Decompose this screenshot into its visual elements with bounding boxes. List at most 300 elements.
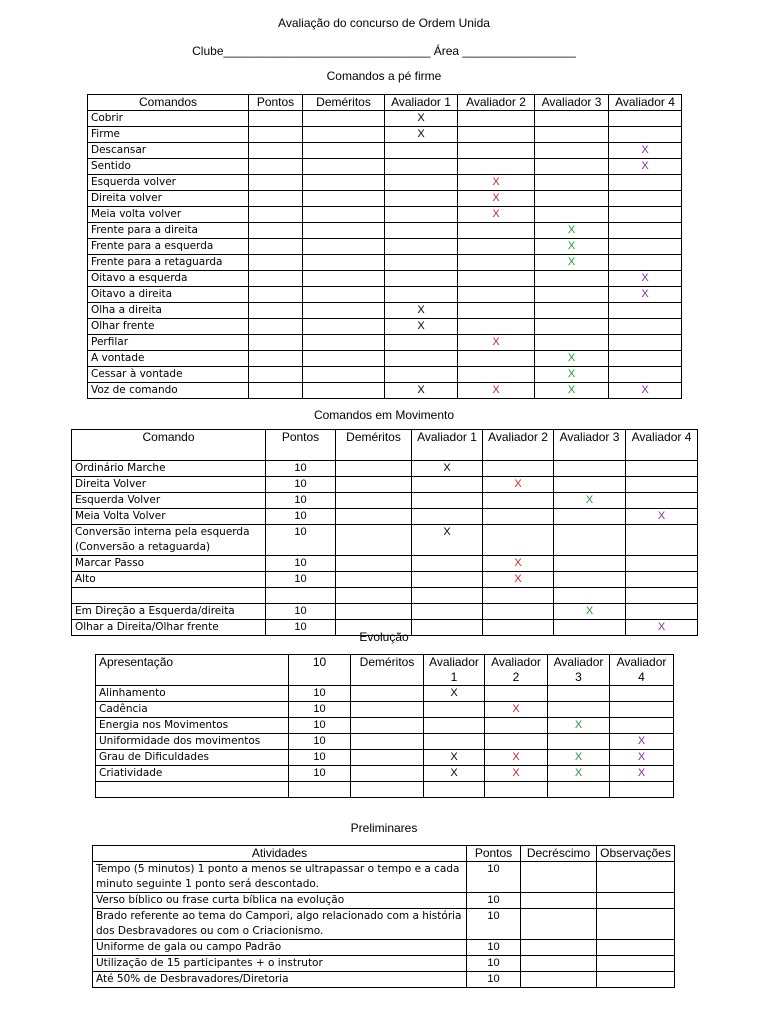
table-cell bbox=[458, 255, 535, 271]
table-cell: 10 bbox=[289, 734, 351, 750]
table-row bbox=[72, 604, 698, 620]
table-cell bbox=[626, 493, 698, 509]
table-row bbox=[93, 956, 675, 972]
table-cell: X bbox=[535, 383, 609, 399]
table-row bbox=[96, 750, 674, 766]
row-label: Uniformidade dos movimentos bbox=[96, 734, 289, 750]
table-cell: X bbox=[535, 239, 609, 255]
clube-area-line: Clube_______________________________ Área _________________ bbox=[192, 44, 576, 58]
table-cell bbox=[548, 686, 610, 702]
row-label: Olhar frente bbox=[88, 319, 249, 335]
row-label: Verso bíblico ou frase curta bíblica na evolução bbox=[93, 893, 467, 909]
table-cell: X bbox=[610, 766, 674, 782]
table-cell bbox=[458, 127, 535, 143]
table-cell: X bbox=[458, 175, 535, 191]
row-label: Frente para a retaguarda bbox=[88, 255, 249, 271]
row-label: Oitavo a esquerda bbox=[88, 271, 249, 287]
column-header: Avaliador 2 bbox=[485, 655, 548, 686]
column-header: Avaliador 3 bbox=[535, 95, 609, 111]
table-cell bbox=[303, 239, 385, 255]
row-label: A vontade bbox=[88, 351, 249, 367]
table-cell: 10 bbox=[266, 525, 336, 556]
table-cell: X bbox=[609, 271, 682, 287]
row-label: Alinhamento bbox=[96, 686, 289, 702]
table-row bbox=[93, 893, 675, 909]
row-label: Até 50% de Desbravadores/Diretoria bbox=[93, 972, 467, 988]
table-cell bbox=[609, 335, 682, 351]
row-label: Em Direção a Esquerda/direita bbox=[72, 604, 266, 620]
column-header: Atividades bbox=[93, 846, 467, 862]
table-cell bbox=[249, 143, 303, 159]
table-cell: X bbox=[548, 766, 610, 782]
table-cell bbox=[535, 111, 609, 127]
table-cell bbox=[336, 493, 412, 509]
table-cell bbox=[610, 782, 674, 798]
table-cell bbox=[458, 367, 535, 383]
row-label: Voz de comando bbox=[88, 383, 249, 399]
table-cell bbox=[351, 718, 424, 734]
table-cell bbox=[485, 718, 548, 734]
table-cell: X bbox=[385, 127, 458, 143]
table-cell bbox=[483, 509, 554, 525]
table-cell bbox=[303, 303, 385, 319]
table-cell bbox=[535, 159, 609, 175]
table-cell: 10 bbox=[266, 493, 336, 509]
column-header: Pontos bbox=[266, 430, 336, 461]
table-cell: X bbox=[424, 686, 485, 702]
row-label: Direita volver bbox=[88, 191, 249, 207]
table-cell bbox=[385, 351, 458, 367]
table-cell bbox=[424, 782, 485, 798]
section4-title: Preliminares bbox=[350, 821, 418, 835]
table-cell: X bbox=[548, 750, 610, 766]
table-cell bbox=[597, 862, 675, 893]
column-header: Comando bbox=[72, 430, 266, 461]
table-cell: X bbox=[626, 509, 698, 525]
table-row bbox=[88, 207, 682, 223]
column-header: Pontos bbox=[467, 846, 521, 862]
table-cell bbox=[385, 335, 458, 351]
column-header: Comandos bbox=[88, 95, 249, 111]
row-label: Tempo (5 minutos) 1 ponto a menos se ultrapassar o tempo e a cada minuto seguinte 1 ponto será descontado. bbox=[93, 862, 467, 893]
table-cell: X bbox=[458, 207, 535, 223]
table-cell bbox=[351, 766, 424, 782]
table-cell bbox=[609, 367, 682, 383]
table-row bbox=[72, 477, 698, 493]
table-cell bbox=[351, 750, 424, 766]
table-comandos-em-movimento bbox=[71, 429, 698, 636]
table-cell bbox=[249, 303, 303, 319]
table-cell bbox=[249, 175, 303, 191]
table-row bbox=[88, 175, 682, 191]
table-cell bbox=[521, 940, 597, 956]
row-label: Cessar à vontade bbox=[88, 367, 249, 383]
table-cell bbox=[424, 718, 485, 734]
table-cell bbox=[336, 509, 412, 525]
table-row bbox=[72, 493, 698, 509]
table-row bbox=[72, 525, 698, 556]
table-cell: X bbox=[535, 255, 609, 271]
table-cell bbox=[458, 319, 535, 335]
table-cell bbox=[385, 159, 458, 175]
table-cell bbox=[351, 686, 424, 702]
table-cell: 10 bbox=[467, 972, 521, 988]
table-cell bbox=[626, 461, 698, 477]
table-cell bbox=[485, 734, 548, 750]
table-cell bbox=[483, 461, 554, 477]
table-cell bbox=[458, 271, 535, 287]
table-cell bbox=[351, 734, 424, 750]
table-cell: X bbox=[485, 750, 548, 766]
row-label: Perfilar bbox=[88, 335, 249, 351]
table-cell bbox=[554, 588, 626, 604]
row-label: Criatividade bbox=[96, 766, 289, 782]
table-cell bbox=[609, 223, 682, 239]
row-label: Meia volta volver bbox=[88, 207, 249, 223]
column-header: Deméritos bbox=[351, 655, 424, 686]
table-evolucao bbox=[95, 654, 674, 798]
table-cell bbox=[385, 287, 458, 303]
table-row bbox=[72, 572, 698, 588]
table-cell bbox=[535, 319, 609, 335]
column-header: Deméritos bbox=[336, 430, 412, 461]
table-cell bbox=[351, 702, 424, 718]
page-title: Avaliação do concurso de Ordem Unida bbox=[278, 16, 490, 30]
table-cell bbox=[249, 351, 303, 367]
table-cell bbox=[483, 588, 554, 604]
row-label: Utilização de 15 participantes + o instrutor bbox=[93, 956, 467, 972]
section2-title: Comandos em Movimento bbox=[313, 408, 455, 422]
table-cell bbox=[483, 493, 554, 509]
table-cell: X bbox=[458, 383, 535, 399]
table-cell bbox=[303, 143, 385, 159]
table-cell bbox=[385, 223, 458, 239]
table-cell bbox=[303, 159, 385, 175]
table-cell bbox=[424, 702, 485, 718]
table-cell bbox=[485, 782, 548, 798]
table-row bbox=[96, 686, 674, 702]
table-cell bbox=[458, 159, 535, 175]
table-row bbox=[93, 909, 675, 940]
table-cell bbox=[554, 525, 626, 556]
table-cell bbox=[535, 287, 609, 303]
table-cell bbox=[626, 556, 698, 572]
table-cell: X bbox=[385, 303, 458, 319]
table-row bbox=[96, 718, 674, 734]
row-label: Esquerda Volver bbox=[72, 493, 266, 509]
table-cell bbox=[336, 572, 412, 588]
row-label: Brado referente ao tema do Campori, algo relacionado com a história dos Desbravadores ou com o Criacionismo. bbox=[93, 909, 467, 940]
table-cell: 10 bbox=[266, 556, 336, 572]
row-label: Olhar a Direita/Olhar frente bbox=[72, 620, 266, 636]
table-cell bbox=[385, 175, 458, 191]
column-header: Avaliador 4 bbox=[626, 430, 698, 461]
table-cell bbox=[554, 572, 626, 588]
table-row bbox=[88, 143, 682, 159]
table-cell: X bbox=[548, 718, 610, 734]
table-cell bbox=[412, 477, 483, 493]
column-header: Avaliador 3 bbox=[554, 430, 626, 461]
table-cell bbox=[351, 782, 424, 798]
table-cell bbox=[535, 303, 609, 319]
table-cell bbox=[609, 319, 682, 335]
table-cell bbox=[336, 604, 412, 620]
table-cell bbox=[609, 255, 682, 271]
table-cell bbox=[535, 271, 609, 287]
table-cell bbox=[336, 477, 412, 493]
table-cell: X bbox=[609, 383, 682, 399]
table-cell bbox=[249, 239, 303, 255]
table-cell bbox=[336, 556, 412, 572]
table-row bbox=[96, 782, 674, 798]
table-cell bbox=[535, 143, 609, 159]
table-cell: X bbox=[609, 143, 682, 159]
table-cell bbox=[597, 940, 675, 956]
table-cell bbox=[521, 893, 597, 909]
table-cell bbox=[303, 367, 385, 383]
table-cell bbox=[249, 191, 303, 207]
table-cell: X bbox=[385, 319, 458, 335]
table-cell bbox=[303, 255, 385, 271]
section3-title: Evolução bbox=[359, 630, 409, 644]
table-cell bbox=[266, 588, 336, 604]
table-preliminares bbox=[92, 845, 675, 988]
table-cell bbox=[597, 956, 675, 972]
table-row bbox=[88, 223, 682, 239]
table-row bbox=[88, 159, 682, 175]
row-label: Firme bbox=[88, 127, 249, 143]
row-label: Marcar Passo bbox=[72, 556, 266, 572]
column-header: Decréscimo bbox=[521, 846, 597, 862]
table-cell: X bbox=[485, 702, 548, 718]
table-cell bbox=[303, 127, 385, 143]
column-header: Avaliador 3 bbox=[548, 655, 610, 686]
table-cell: 10 bbox=[266, 509, 336, 525]
column-header: Avaliador 2 bbox=[483, 430, 554, 461]
table-cell bbox=[336, 588, 412, 604]
column-header: Avaliador 1 bbox=[412, 430, 483, 461]
table-cell bbox=[626, 588, 698, 604]
row-label: Conversão interna pela esquerda (Conversão a retaguarda) bbox=[72, 525, 266, 556]
table-cell: X bbox=[483, 572, 554, 588]
table-cell: 10 bbox=[289, 702, 351, 718]
table-cell: 10 bbox=[289, 686, 351, 702]
table-cell bbox=[412, 572, 483, 588]
row-label: Meia Volta Volver bbox=[72, 509, 266, 525]
column-header: Avaliador 4 bbox=[610, 655, 674, 686]
table-cell bbox=[609, 127, 682, 143]
table-cell: X bbox=[412, 461, 483, 477]
table-cell: X bbox=[626, 620, 698, 636]
table-cell: X bbox=[535, 351, 609, 367]
column-header: Avaliador 1 bbox=[385, 95, 458, 111]
row-label: Esquerda volver bbox=[88, 175, 249, 191]
table-cell: 10 bbox=[467, 909, 521, 940]
table-cell bbox=[458, 287, 535, 303]
table-cell: X bbox=[458, 335, 535, 351]
table-cell: 10 bbox=[266, 461, 336, 477]
table-row bbox=[72, 509, 698, 525]
table-cell bbox=[521, 862, 597, 893]
column-header: Avaliador 1 bbox=[424, 655, 485, 686]
table-cell bbox=[521, 909, 597, 940]
table-cell: 10 bbox=[266, 572, 336, 588]
table-cell bbox=[535, 191, 609, 207]
table-cell bbox=[249, 383, 303, 399]
table-cell bbox=[554, 509, 626, 525]
table-row bbox=[88, 271, 682, 287]
table-cell: X bbox=[609, 287, 682, 303]
table-cell: X bbox=[458, 191, 535, 207]
table-cell bbox=[249, 319, 303, 335]
table-cell bbox=[609, 351, 682, 367]
table-cell: X bbox=[610, 750, 674, 766]
table-cell: 10 bbox=[289, 750, 351, 766]
table-cell bbox=[249, 287, 303, 303]
table-cell: 10 bbox=[266, 604, 336, 620]
table-cell bbox=[336, 525, 412, 556]
table-cell bbox=[303, 319, 385, 335]
table-cell bbox=[483, 525, 554, 556]
table-cell bbox=[412, 493, 483, 509]
column-header: 10 bbox=[289, 655, 351, 686]
table-cell: X bbox=[554, 493, 626, 509]
row-label: Alto bbox=[72, 572, 266, 588]
table-cell bbox=[458, 143, 535, 159]
table-cell bbox=[303, 335, 385, 351]
table-cell bbox=[521, 956, 597, 972]
table-cell: X bbox=[535, 223, 609, 239]
table-cell: X bbox=[535, 367, 609, 383]
table-row bbox=[96, 766, 674, 782]
table-cell bbox=[303, 287, 385, 303]
table-cell bbox=[385, 191, 458, 207]
table-cell bbox=[535, 175, 609, 191]
table-cell bbox=[548, 702, 610, 718]
table-cell: X bbox=[554, 604, 626, 620]
table-cell bbox=[610, 686, 674, 702]
row-label: Uniforme de gala ou campo Padrão bbox=[93, 940, 467, 956]
table-cell bbox=[609, 111, 682, 127]
table-row bbox=[88, 287, 682, 303]
row-label: Cadência bbox=[96, 702, 289, 718]
column-header: Avaliador 4 bbox=[609, 95, 682, 111]
column-header: Pontos bbox=[249, 95, 303, 111]
table-cell bbox=[249, 159, 303, 175]
table-cell bbox=[249, 367, 303, 383]
table-cell bbox=[521, 972, 597, 988]
table-row bbox=[93, 862, 675, 893]
table-cell: 10 bbox=[467, 893, 521, 909]
row-label: Descansar bbox=[88, 143, 249, 159]
table-cell bbox=[554, 477, 626, 493]
table-cell bbox=[412, 556, 483, 572]
column-header: Observações bbox=[597, 846, 675, 862]
table-cell: X bbox=[609, 159, 682, 175]
table-cell bbox=[535, 207, 609, 223]
table-row bbox=[72, 588, 698, 604]
table-cell: X bbox=[483, 477, 554, 493]
table-row bbox=[88, 255, 682, 271]
table-cell bbox=[548, 734, 610, 750]
table-cell bbox=[458, 239, 535, 255]
table-cell bbox=[249, 271, 303, 287]
table-cell bbox=[303, 383, 385, 399]
table-cell bbox=[554, 461, 626, 477]
table-row bbox=[88, 111, 682, 127]
table-cell bbox=[610, 702, 674, 718]
table-row bbox=[93, 972, 675, 988]
table-cell bbox=[626, 604, 698, 620]
table-row bbox=[72, 461, 698, 477]
table-cell bbox=[424, 734, 485, 750]
table-cell bbox=[249, 111, 303, 127]
table-cell bbox=[609, 239, 682, 255]
table-row bbox=[88, 335, 682, 351]
table-cell bbox=[385, 255, 458, 271]
table-cell bbox=[548, 782, 610, 798]
table-row bbox=[96, 734, 674, 750]
table-cell bbox=[385, 207, 458, 223]
row-label bbox=[96, 782, 289, 798]
row-label: Frente para a esquerda bbox=[88, 239, 249, 255]
table-cell bbox=[609, 207, 682, 223]
table-cell bbox=[249, 223, 303, 239]
table-cell: 10 bbox=[266, 620, 336, 636]
table-cell bbox=[412, 509, 483, 525]
section1-title: Comandos a pé firme bbox=[326, 69, 442, 83]
row-label: Olha a direita bbox=[88, 303, 249, 319]
row-label: Oitavo a direita bbox=[88, 287, 249, 303]
table-row bbox=[88, 239, 682, 255]
table-cell: X bbox=[610, 734, 674, 750]
table-cell bbox=[609, 191, 682, 207]
table-cell bbox=[458, 223, 535, 239]
table-cell bbox=[303, 271, 385, 287]
table-cell bbox=[303, 111, 385, 127]
table-cell bbox=[385, 239, 458, 255]
table-cell bbox=[597, 972, 675, 988]
table-cell bbox=[483, 604, 554, 620]
table-row bbox=[93, 940, 675, 956]
table-cell bbox=[458, 111, 535, 127]
row-label: Energia nos Movimentos bbox=[96, 718, 289, 734]
table-row bbox=[88, 351, 682, 367]
row-label: Ordinário Marche bbox=[72, 461, 266, 477]
column-header: Apresentação bbox=[96, 655, 289, 686]
table-cell: X bbox=[483, 556, 554, 572]
table-cell bbox=[554, 556, 626, 572]
table-row bbox=[88, 303, 682, 319]
row-label: Grau de Dificuldades bbox=[96, 750, 289, 766]
table-cell bbox=[535, 335, 609, 351]
table-cell bbox=[385, 367, 458, 383]
table-cell: 10 bbox=[289, 766, 351, 782]
table-cell bbox=[609, 175, 682, 191]
table-cell bbox=[249, 335, 303, 351]
table-cell bbox=[597, 893, 675, 909]
table-cell: 10 bbox=[467, 862, 521, 893]
table-row bbox=[88, 127, 682, 143]
row-label: Direita Volver bbox=[72, 477, 266, 493]
column-header: Deméritos bbox=[303, 95, 385, 111]
row-label: Cobrir bbox=[88, 111, 249, 127]
table-cell bbox=[412, 604, 483, 620]
table-cell bbox=[412, 588, 483, 604]
table-cell bbox=[626, 572, 698, 588]
row-label bbox=[72, 588, 266, 604]
table-cell bbox=[336, 461, 412, 477]
